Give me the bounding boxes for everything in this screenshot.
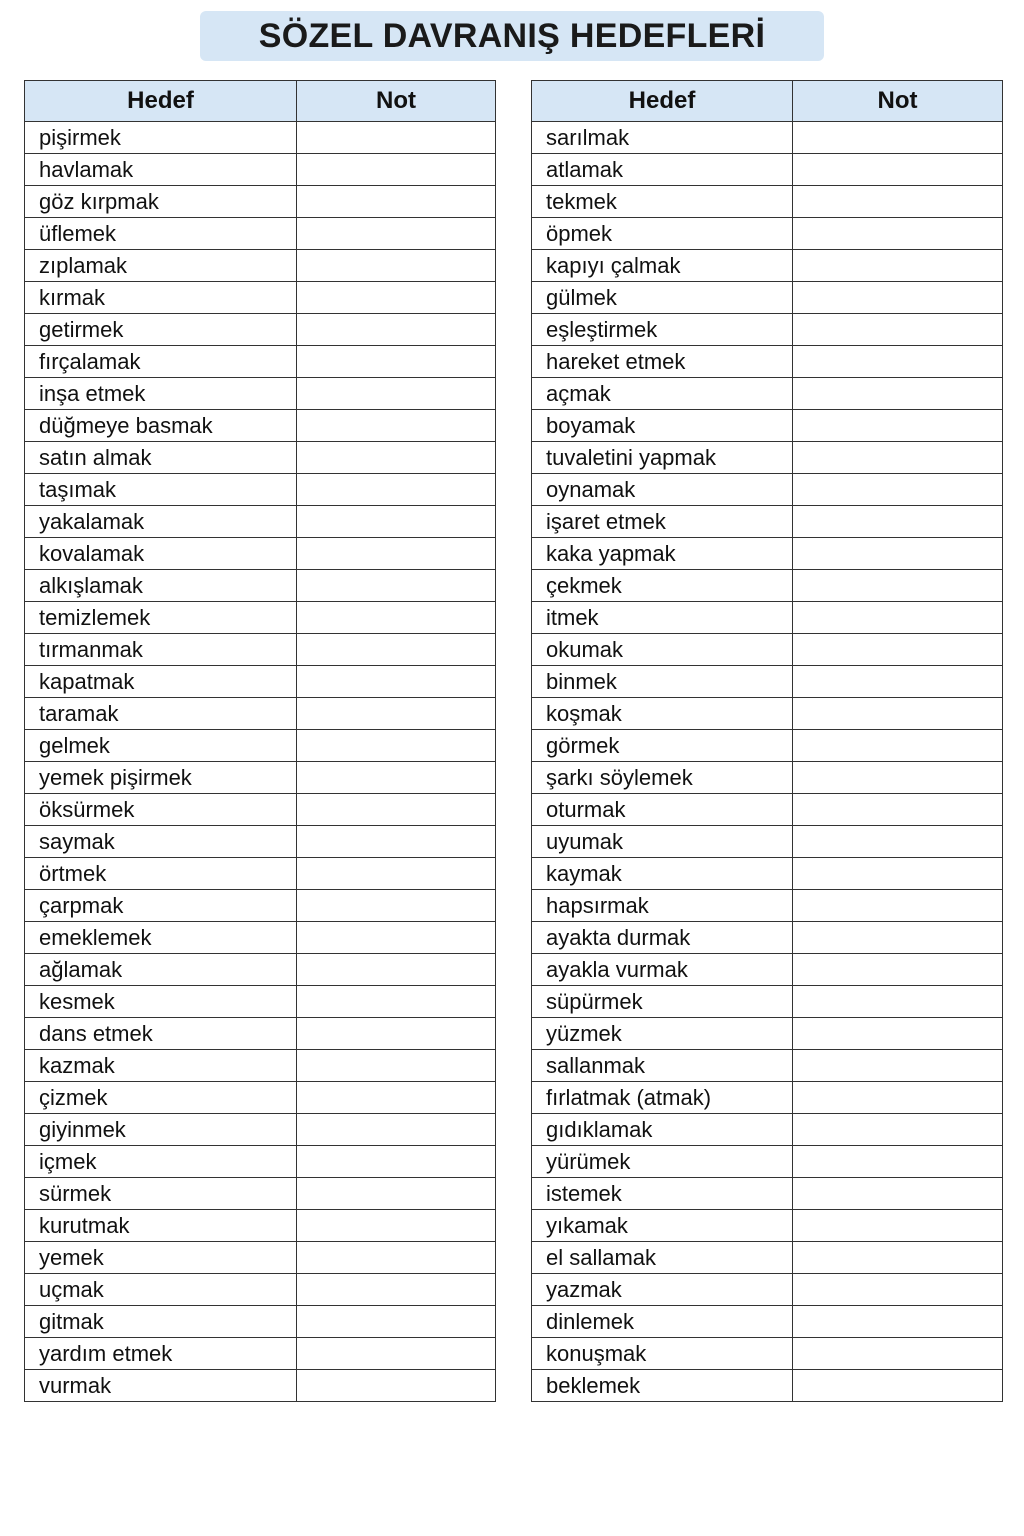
table-row bbox=[532, 250, 1003, 282]
goal-cell: açmak bbox=[532, 378, 793, 410]
table-row bbox=[25, 1210, 496, 1242]
note-cell[interactable] bbox=[297, 1146, 496, 1178]
note-cell[interactable] bbox=[793, 954, 1003, 986]
goal-cell: kurutmak bbox=[25, 1210, 297, 1242]
note-cell[interactable] bbox=[297, 250, 496, 282]
goal-cell: örtmek bbox=[25, 858, 297, 890]
table-row bbox=[532, 442, 1003, 474]
table-row bbox=[532, 1306, 1003, 1338]
goal-cell: konuşmak bbox=[532, 1338, 793, 1370]
goal-cell: sallanmak bbox=[532, 1050, 793, 1082]
goal-cell: çarpmak bbox=[25, 890, 297, 922]
table-row bbox=[25, 890, 496, 922]
note-cell[interactable] bbox=[793, 378, 1003, 410]
column-header-goal: Hedef bbox=[25, 81, 297, 122]
goal-cell: satın almak bbox=[25, 442, 297, 474]
note-cell[interactable] bbox=[297, 506, 496, 538]
table-row bbox=[25, 1018, 496, 1050]
table-row bbox=[25, 250, 496, 282]
goals-table-left bbox=[24, 80, 496, 1402]
note-cell[interactable] bbox=[297, 218, 496, 250]
table-row bbox=[532, 954, 1003, 986]
table-row bbox=[25, 442, 496, 474]
goal-cell: sürmek bbox=[25, 1178, 297, 1210]
table-row bbox=[532, 986, 1003, 1018]
note-cell[interactable] bbox=[297, 890, 496, 922]
goal-cell: binmek bbox=[532, 666, 793, 698]
note-cell[interactable] bbox=[297, 858, 496, 890]
goal-cell: yıkamak bbox=[532, 1210, 793, 1242]
table-row bbox=[532, 730, 1003, 762]
note-cell[interactable] bbox=[297, 1370, 496, 1402]
table-row bbox=[25, 1306, 496, 1338]
table-row bbox=[25, 634, 496, 666]
table-row bbox=[25, 570, 496, 602]
goal-cell: yürümek bbox=[532, 1146, 793, 1178]
goal-cell: üflemek bbox=[25, 218, 297, 250]
table-row bbox=[532, 1274, 1003, 1306]
note-cell[interactable] bbox=[793, 538, 1003, 570]
note-cell[interactable] bbox=[297, 634, 496, 666]
table-header-row bbox=[532, 81, 1003, 122]
goal-cell: pişirmek bbox=[25, 122, 297, 154]
note-cell[interactable] bbox=[297, 538, 496, 570]
goal-cell: yazmak bbox=[532, 1274, 793, 1306]
goal-cell: gıdıklamak bbox=[532, 1114, 793, 1146]
note-cell[interactable] bbox=[793, 634, 1003, 666]
note-cell[interactable] bbox=[793, 858, 1003, 890]
note-cell[interactable] bbox=[793, 1306, 1003, 1338]
table-row bbox=[25, 154, 496, 186]
table-row bbox=[532, 314, 1003, 346]
table-row bbox=[532, 922, 1003, 954]
goal-cell: oturmak bbox=[532, 794, 793, 826]
table-row bbox=[532, 1242, 1003, 1274]
note-cell[interactable] bbox=[297, 602, 496, 634]
goal-cell: kaymak bbox=[532, 858, 793, 890]
table-row bbox=[25, 666, 496, 698]
note-cell[interactable] bbox=[793, 1178, 1003, 1210]
goal-cell: itmek bbox=[532, 602, 793, 634]
table-row bbox=[25, 506, 496, 538]
table-row bbox=[532, 1018, 1003, 1050]
table-row bbox=[532, 794, 1003, 826]
table-row bbox=[25, 1338, 496, 1370]
goal-cell: görmek bbox=[532, 730, 793, 762]
goal-cell: giyinmek bbox=[25, 1114, 297, 1146]
title-banner bbox=[200, 11, 824, 61]
table-row bbox=[532, 410, 1003, 442]
goal-cell: göz kırpmak bbox=[25, 186, 297, 218]
note-cell[interactable] bbox=[297, 186, 496, 218]
table-row bbox=[25, 602, 496, 634]
note-cell[interactable] bbox=[297, 1178, 496, 1210]
goal-cell: temizlemek bbox=[25, 602, 297, 634]
goal-cell: çekmek bbox=[532, 570, 793, 602]
table-row bbox=[532, 1338, 1003, 1370]
goal-cell: el sallamak bbox=[532, 1242, 793, 1274]
goal-cell: boyamak bbox=[532, 410, 793, 442]
goal-cell: yakalamak bbox=[25, 506, 297, 538]
table-row bbox=[532, 346, 1003, 378]
goal-cell: sarılmak bbox=[532, 122, 793, 154]
column-header-note: Not bbox=[297, 81, 496, 122]
table-row bbox=[25, 730, 496, 762]
note-cell[interactable] bbox=[297, 922, 496, 954]
table-row bbox=[532, 186, 1003, 218]
table-row bbox=[532, 890, 1003, 922]
goal-cell: inşa etmek bbox=[25, 378, 297, 410]
note-cell[interactable] bbox=[793, 794, 1003, 826]
column-header-note: Not bbox=[793, 81, 1003, 122]
note-cell[interactable] bbox=[793, 1274, 1003, 1306]
note-cell[interactable] bbox=[297, 1210, 496, 1242]
goal-cell: tuvaletini yapmak bbox=[532, 442, 793, 474]
table-row bbox=[532, 1050, 1003, 1082]
note-cell[interactable] bbox=[297, 282, 496, 314]
goal-cell: beklemek bbox=[532, 1370, 793, 1402]
goal-cell: tırmanmak bbox=[25, 634, 297, 666]
goal-cell: dinlemek bbox=[532, 1306, 793, 1338]
note-cell[interactable] bbox=[297, 1274, 496, 1306]
table-row bbox=[25, 538, 496, 570]
table-row bbox=[532, 122, 1003, 154]
table-row bbox=[532, 282, 1003, 314]
table-row bbox=[25, 1146, 496, 1178]
goal-cell: hapsırmak bbox=[532, 890, 793, 922]
table-row bbox=[25, 474, 496, 506]
table-row bbox=[25, 1114, 496, 1146]
goal-cell: okumak bbox=[532, 634, 793, 666]
goal-cell: atlamak bbox=[532, 154, 793, 186]
note-cell[interactable] bbox=[793, 282, 1003, 314]
note-cell[interactable] bbox=[793, 666, 1003, 698]
goal-cell: gülmek bbox=[532, 282, 793, 314]
note-cell[interactable] bbox=[297, 1306, 496, 1338]
note-cell[interactable] bbox=[793, 218, 1003, 250]
note-cell[interactable] bbox=[793, 890, 1003, 922]
note-cell[interactable] bbox=[297, 954, 496, 986]
table-row bbox=[532, 1114, 1003, 1146]
note-cell[interactable] bbox=[793, 602, 1003, 634]
table-row bbox=[25, 186, 496, 218]
table-row bbox=[25, 826, 496, 858]
note-cell[interactable] bbox=[297, 314, 496, 346]
goal-cell: fırlatmak (atmak) bbox=[532, 1082, 793, 1114]
table-row bbox=[25, 122, 496, 154]
note-cell[interactable] bbox=[297, 1050, 496, 1082]
note-cell[interactable] bbox=[793, 922, 1003, 954]
goal-cell: kaka yapmak bbox=[532, 538, 793, 570]
goal-cell: düğmeye basmak bbox=[25, 410, 297, 442]
note-cell[interactable] bbox=[793, 1210, 1003, 1242]
table-row bbox=[25, 1082, 496, 1114]
table-row bbox=[532, 570, 1003, 602]
goal-cell: çizmek bbox=[25, 1082, 297, 1114]
table-row bbox=[532, 1210, 1003, 1242]
table-row bbox=[532, 826, 1003, 858]
table-row bbox=[532, 538, 1003, 570]
table-row bbox=[25, 346, 496, 378]
table-row bbox=[532, 218, 1003, 250]
table-row bbox=[25, 1178, 496, 1210]
table-row bbox=[532, 698, 1003, 730]
table-row bbox=[25, 1370, 496, 1402]
note-cell[interactable] bbox=[793, 410, 1003, 442]
note-cell[interactable] bbox=[793, 474, 1003, 506]
note-cell[interactable] bbox=[793, 1146, 1003, 1178]
goal-cell: öpmek bbox=[532, 218, 793, 250]
note-cell[interactable] bbox=[793, 762, 1003, 794]
table-row bbox=[25, 986, 496, 1018]
note-cell[interactable] bbox=[793, 122, 1003, 154]
goal-cell: gitmak bbox=[25, 1306, 297, 1338]
note-cell[interactable] bbox=[793, 986, 1003, 1018]
table-row bbox=[25, 218, 496, 250]
goal-cell: vurmak bbox=[25, 1370, 297, 1402]
table-row bbox=[532, 666, 1003, 698]
table-row bbox=[532, 858, 1003, 890]
goal-cell: getirmek bbox=[25, 314, 297, 346]
goal-cell: gelmek bbox=[25, 730, 297, 762]
note-cell[interactable] bbox=[297, 346, 496, 378]
goal-cell: uyumak bbox=[532, 826, 793, 858]
table-row bbox=[532, 474, 1003, 506]
table-row bbox=[25, 922, 496, 954]
goal-cell: uçmak bbox=[25, 1274, 297, 1306]
note-cell[interactable] bbox=[297, 154, 496, 186]
table-row bbox=[25, 1274, 496, 1306]
note-cell[interactable] bbox=[793, 698, 1003, 730]
table-row bbox=[25, 282, 496, 314]
note-cell[interactable] bbox=[793, 154, 1003, 186]
note-cell[interactable] bbox=[297, 410, 496, 442]
table-row bbox=[25, 858, 496, 890]
note-cell[interactable] bbox=[793, 1114, 1003, 1146]
note-cell[interactable] bbox=[793, 250, 1003, 282]
table-row bbox=[25, 762, 496, 794]
goal-cell: taramak bbox=[25, 698, 297, 730]
table-row bbox=[25, 1050, 496, 1082]
table-row bbox=[532, 1146, 1003, 1178]
table-row bbox=[532, 1178, 1003, 1210]
note-cell[interactable] bbox=[793, 1050, 1003, 1082]
goal-cell: eşleştirmek bbox=[532, 314, 793, 346]
note-cell[interactable] bbox=[297, 762, 496, 794]
goal-cell: kazmak bbox=[25, 1050, 297, 1082]
table-row bbox=[532, 634, 1003, 666]
table-row bbox=[25, 794, 496, 826]
goal-cell: saymak bbox=[25, 826, 297, 858]
goal-cell: fırçalamak bbox=[25, 346, 297, 378]
goal-cell: zıplamak bbox=[25, 250, 297, 282]
goal-cell: tekmek bbox=[532, 186, 793, 218]
note-cell[interactable] bbox=[297, 122, 496, 154]
page-title: SÖZEL DAVRANIŞ HEDEFLERİ bbox=[258, 16, 766, 55]
note-cell[interactable] bbox=[793, 1242, 1003, 1274]
table-row bbox=[25, 378, 496, 410]
note-cell[interactable] bbox=[297, 666, 496, 698]
table-row bbox=[532, 506, 1003, 538]
table-row bbox=[532, 602, 1003, 634]
goal-cell: hareket etmek bbox=[532, 346, 793, 378]
note-cell[interactable] bbox=[297, 1114, 496, 1146]
goal-cell: işaret etmek bbox=[532, 506, 793, 538]
goal-cell: yemek bbox=[25, 1242, 297, 1274]
table-row bbox=[25, 1242, 496, 1274]
note-cell[interactable] bbox=[793, 346, 1003, 378]
table-header-row bbox=[25, 81, 496, 122]
note-cell[interactable] bbox=[297, 570, 496, 602]
goal-cell: kesmek bbox=[25, 986, 297, 1018]
note-cell[interactable] bbox=[793, 314, 1003, 346]
goal-cell: süpürmek bbox=[532, 986, 793, 1018]
goal-cell: oynamak bbox=[532, 474, 793, 506]
goal-cell: kapatmak bbox=[25, 666, 297, 698]
goal-cell: içmek bbox=[25, 1146, 297, 1178]
goal-cell: emeklemek bbox=[25, 922, 297, 954]
table-row bbox=[532, 154, 1003, 186]
goal-cell: koşmak bbox=[532, 698, 793, 730]
goal-cell: istemek bbox=[532, 1178, 793, 1210]
table-row bbox=[532, 1370, 1003, 1402]
table-row bbox=[25, 954, 496, 986]
note-cell[interactable] bbox=[297, 698, 496, 730]
note-cell[interactable] bbox=[297, 474, 496, 506]
note-cell[interactable] bbox=[793, 506, 1003, 538]
goal-cell: ayakla vurmak bbox=[532, 954, 793, 986]
note-cell[interactable] bbox=[793, 1018, 1003, 1050]
goal-cell: öksürmek bbox=[25, 794, 297, 826]
note-cell[interactable] bbox=[793, 1082, 1003, 1114]
note-cell[interactable] bbox=[793, 1370, 1003, 1402]
table-row bbox=[532, 1082, 1003, 1114]
note-cell[interactable] bbox=[297, 378, 496, 410]
note-cell[interactable] bbox=[793, 570, 1003, 602]
note-cell[interactable] bbox=[297, 442, 496, 474]
note-cell[interactable] bbox=[793, 730, 1003, 762]
note-cell[interactable] bbox=[297, 730, 496, 762]
note-cell[interactable] bbox=[793, 826, 1003, 858]
goal-cell: yardım etmek bbox=[25, 1338, 297, 1370]
goal-cell: ağlamak bbox=[25, 954, 297, 986]
table-row bbox=[532, 378, 1003, 410]
goal-cell: taşımak bbox=[25, 474, 297, 506]
note-cell[interactable] bbox=[297, 1338, 496, 1370]
note-cell[interactable] bbox=[793, 186, 1003, 218]
note-cell[interactable] bbox=[297, 794, 496, 826]
goal-cell: yüzmek bbox=[532, 1018, 793, 1050]
goal-cell: kovalamak bbox=[25, 538, 297, 570]
goal-cell: dans etmek bbox=[25, 1018, 297, 1050]
goal-cell: şarkı söylemek bbox=[532, 762, 793, 794]
goal-cell: ayakta durmak bbox=[532, 922, 793, 954]
note-cell[interactable] bbox=[297, 1242, 496, 1274]
table-row bbox=[25, 410, 496, 442]
note-cell[interactable] bbox=[297, 826, 496, 858]
table-row bbox=[25, 698, 496, 730]
goal-cell: havlamak bbox=[25, 154, 297, 186]
note-cell[interactable] bbox=[793, 442, 1003, 474]
goal-cell: kapıyı çalmak bbox=[532, 250, 793, 282]
goal-cell: alkışlamak bbox=[25, 570, 297, 602]
table-row bbox=[25, 314, 496, 346]
note-cell[interactable] bbox=[793, 1338, 1003, 1370]
note-cell[interactable] bbox=[297, 986, 496, 1018]
note-cell[interactable] bbox=[297, 1018, 496, 1050]
table-row bbox=[532, 762, 1003, 794]
goal-cell: kırmak bbox=[25, 282, 297, 314]
goals-table-right bbox=[531, 80, 1003, 1402]
column-header-goal: Hedef bbox=[532, 81, 793, 122]
goal-cell: yemek pişirmek bbox=[25, 762, 297, 794]
note-cell[interactable] bbox=[297, 1082, 496, 1114]
